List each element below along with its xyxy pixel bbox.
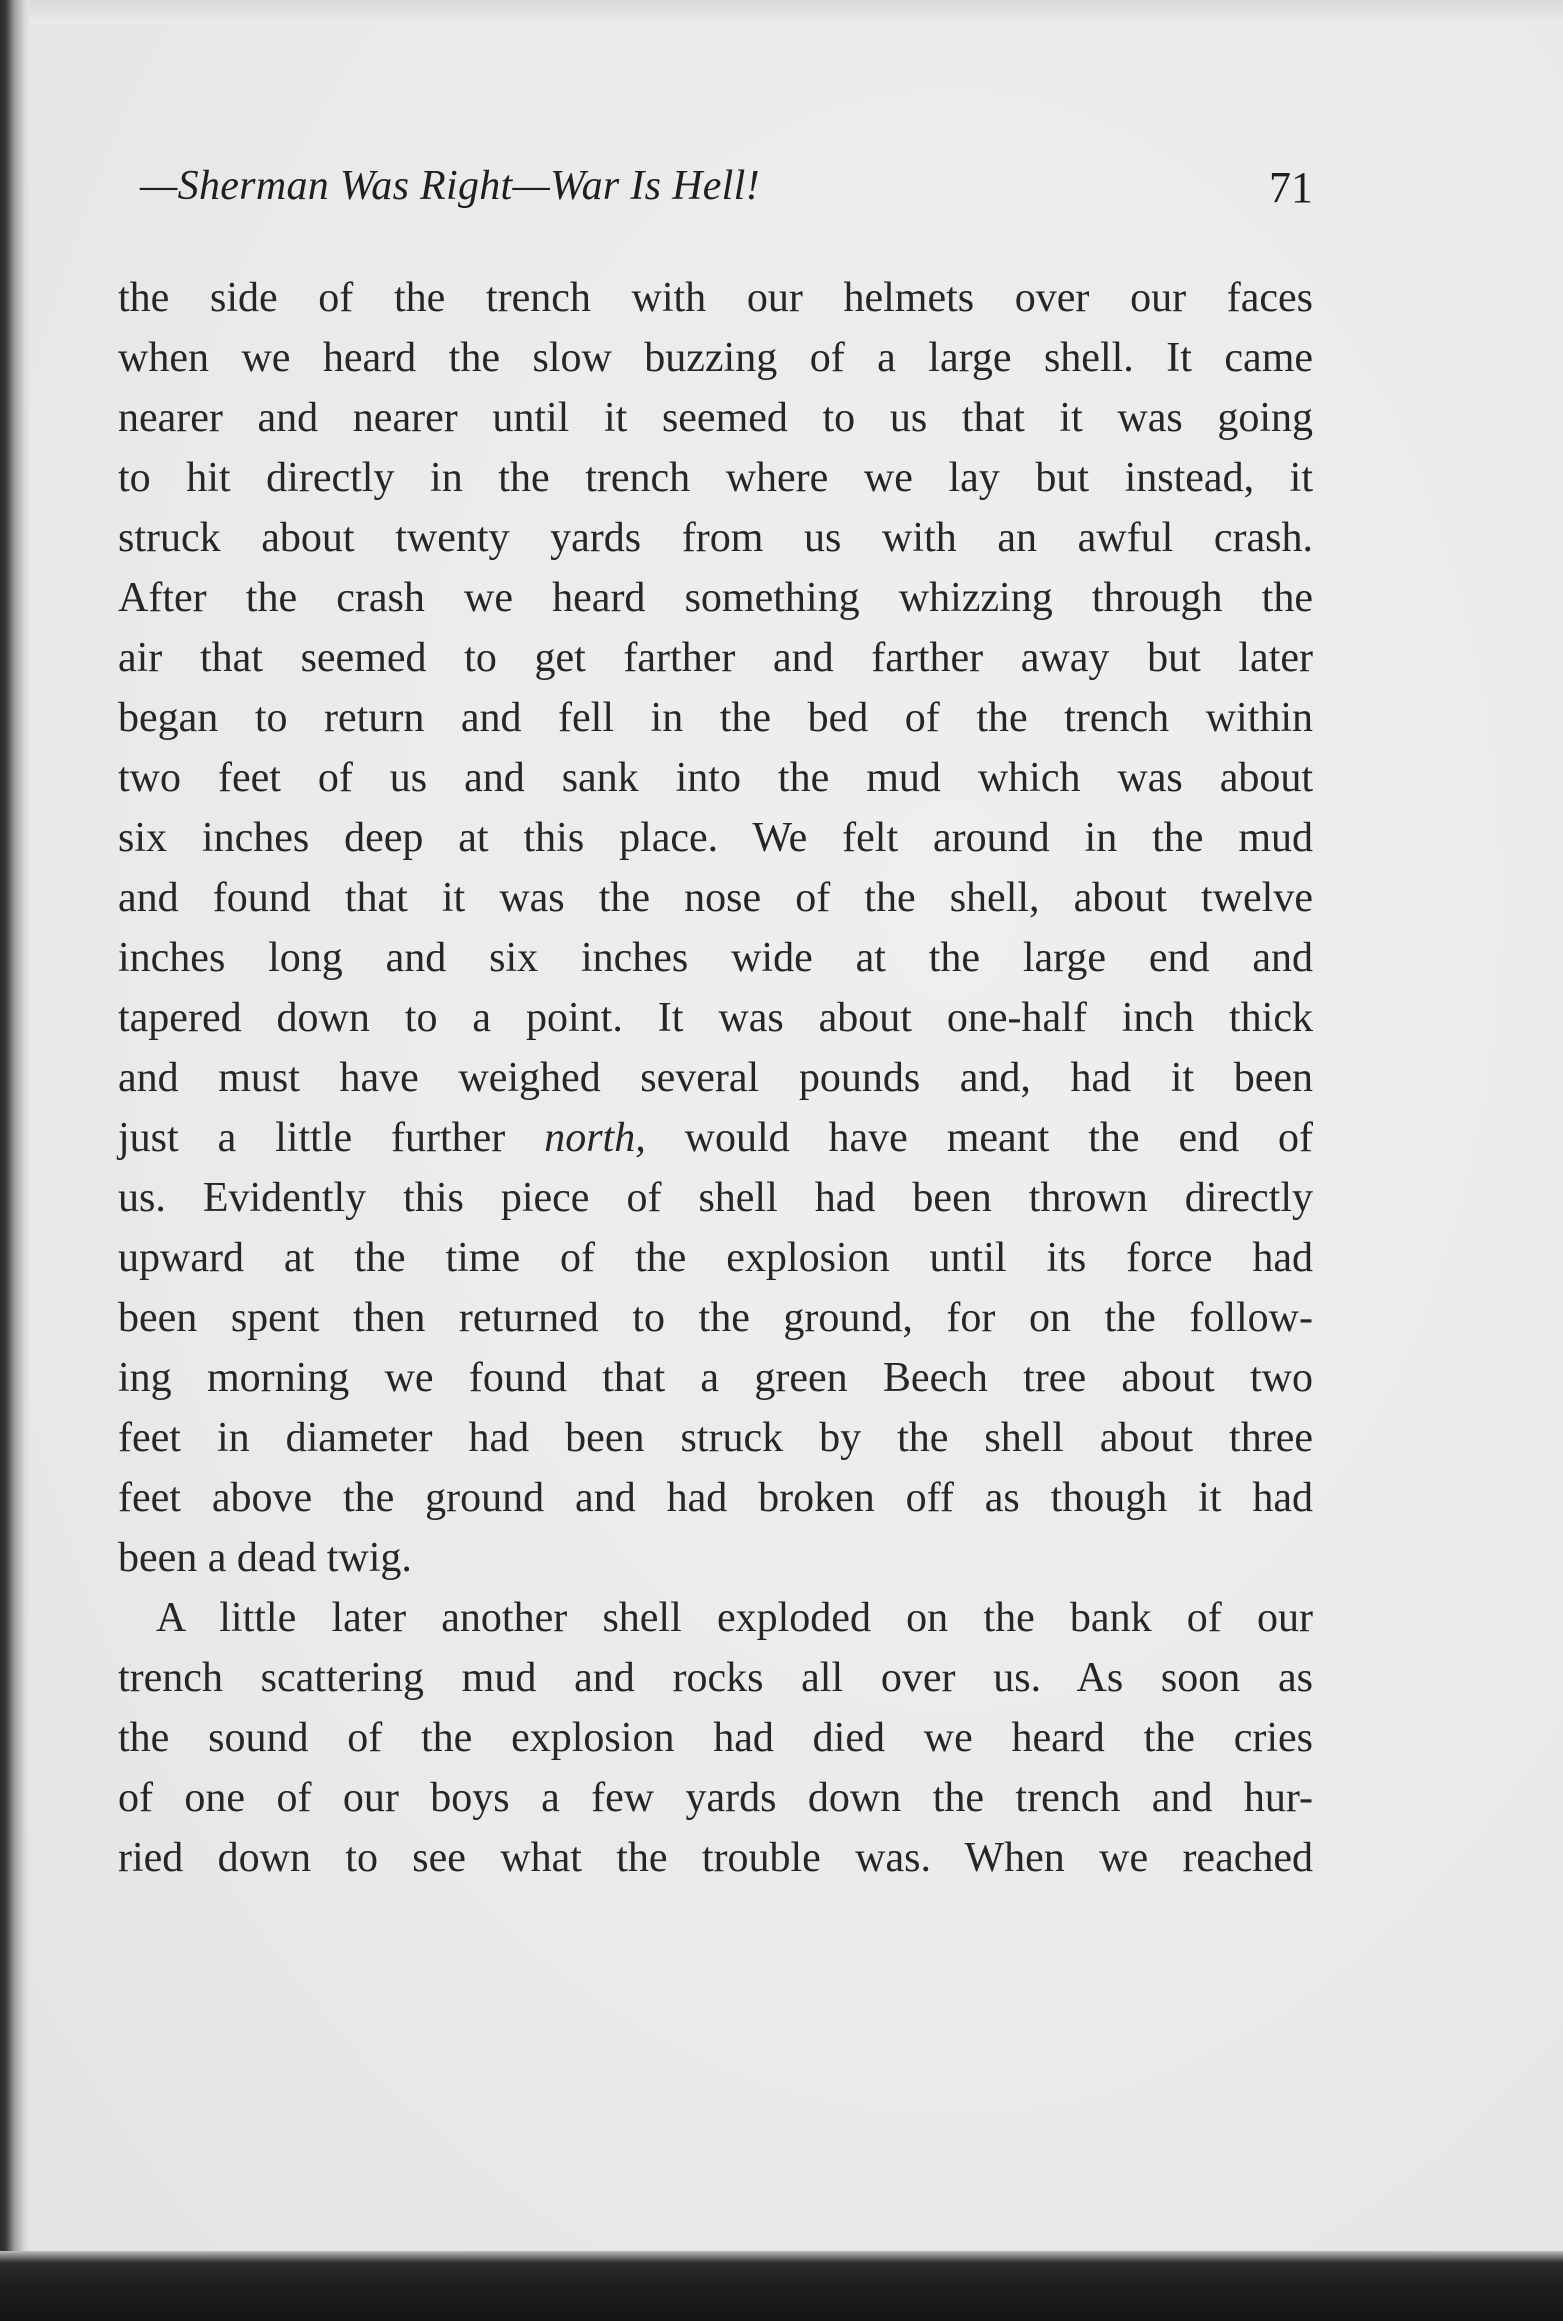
text-line: feet in diameter had been struck by the shell about three <box>118 1415 1313 1461</box>
italic-word: north, <box>544 1115 646 1161</box>
text-line: to hit directly in the trench where we lay but instead, it <box>118 455 1313 501</box>
top-shadow <box>30 0 1563 24</box>
text-line: and must have weighed several pounds and, had it been <box>118 1055 1313 1101</box>
text-line: of one of our boys a few yards down the trench and hur- <box>118 1775 1313 1821</box>
paragraph-2 <box>118 1588 1313 1888</box>
text-line: began to return and fell in the bed of the trench within <box>118 695 1313 741</box>
text-line: ried down to see what the trouble was. When we reached <box>118 1835 1313 1881</box>
paragraph-1 <box>118 268 1313 1588</box>
text-line: ing morning we found that a green Beech tree about two <box>118 1355 1313 1401</box>
running-head <box>140 162 1313 232</box>
text-line: two feet of us and sank into the mud which was about <box>118 755 1313 801</box>
text-line: trench scattering mud and rocks all over us. As soon as <box>118 1655 1313 1701</box>
body-text <box>118 268 1313 1888</box>
text-line: air that seemed to get farther and farther away but later <box>118 635 1313 681</box>
text-line: been spent then returned to the ground, for on the follow- <box>118 1295 1313 1341</box>
text-line: inches long and six inches wide at the large end and <box>118 935 1313 981</box>
text-line: us. Evidently this piece of shell had been thrown directly <box>118 1175 1313 1221</box>
text-line: feet above the ground and had broken off as though it had <box>118 1475 1313 1521</box>
text-segment: just a little further <box>118 1115 545 1161</box>
running-head-title: —Sherman Was Right—War Is Hell! <box>140 163 760 209</box>
text-line-with-italic <box>118 1108 1313 1168</box>
text-line: the side of the trench with our helmets over our faces <box>118 275 1313 321</box>
text-line: upward at the time of the explosion until its force had <box>118 1235 1313 1281</box>
text-line: tapered down to a point. It was about one-half inch thick <box>118 995 1313 1041</box>
text-line: six inches deep at this place. We felt around in the mud <box>118 815 1313 861</box>
text-line: After the crash we heard something whizzing through the <box>118 575 1313 621</box>
page-number: 71 <box>1269 163 1313 212</box>
text-line: struck about twenty yards from us with an awful crash. <box>118 515 1313 561</box>
text-line-indented: A little later another shell exploded on the bank of our <box>156 1595 1313 1641</box>
text-segment: would have meant the end of <box>645 1115 1313 1161</box>
bottom-scan-edge <box>0 2251 1563 2321</box>
text-line-last: been a dead twig. <box>118 1535 412 1581</box>
text-line: nearer and nearer until it seemed to us that it was going <box>118 395 1313 441</box>
text-line: and found that it was the nose of the shell, about twelve <box>118 875 1313 921</box>
text-line: the sound of the explosion had died we heard the cries <box>118 1715 1313 1761</box>
text-line: when we heard the slow buzzing of a large shell. It came <box>118 335 1313 381</box>
binding-edge <box>0 0 30 2321</box>
